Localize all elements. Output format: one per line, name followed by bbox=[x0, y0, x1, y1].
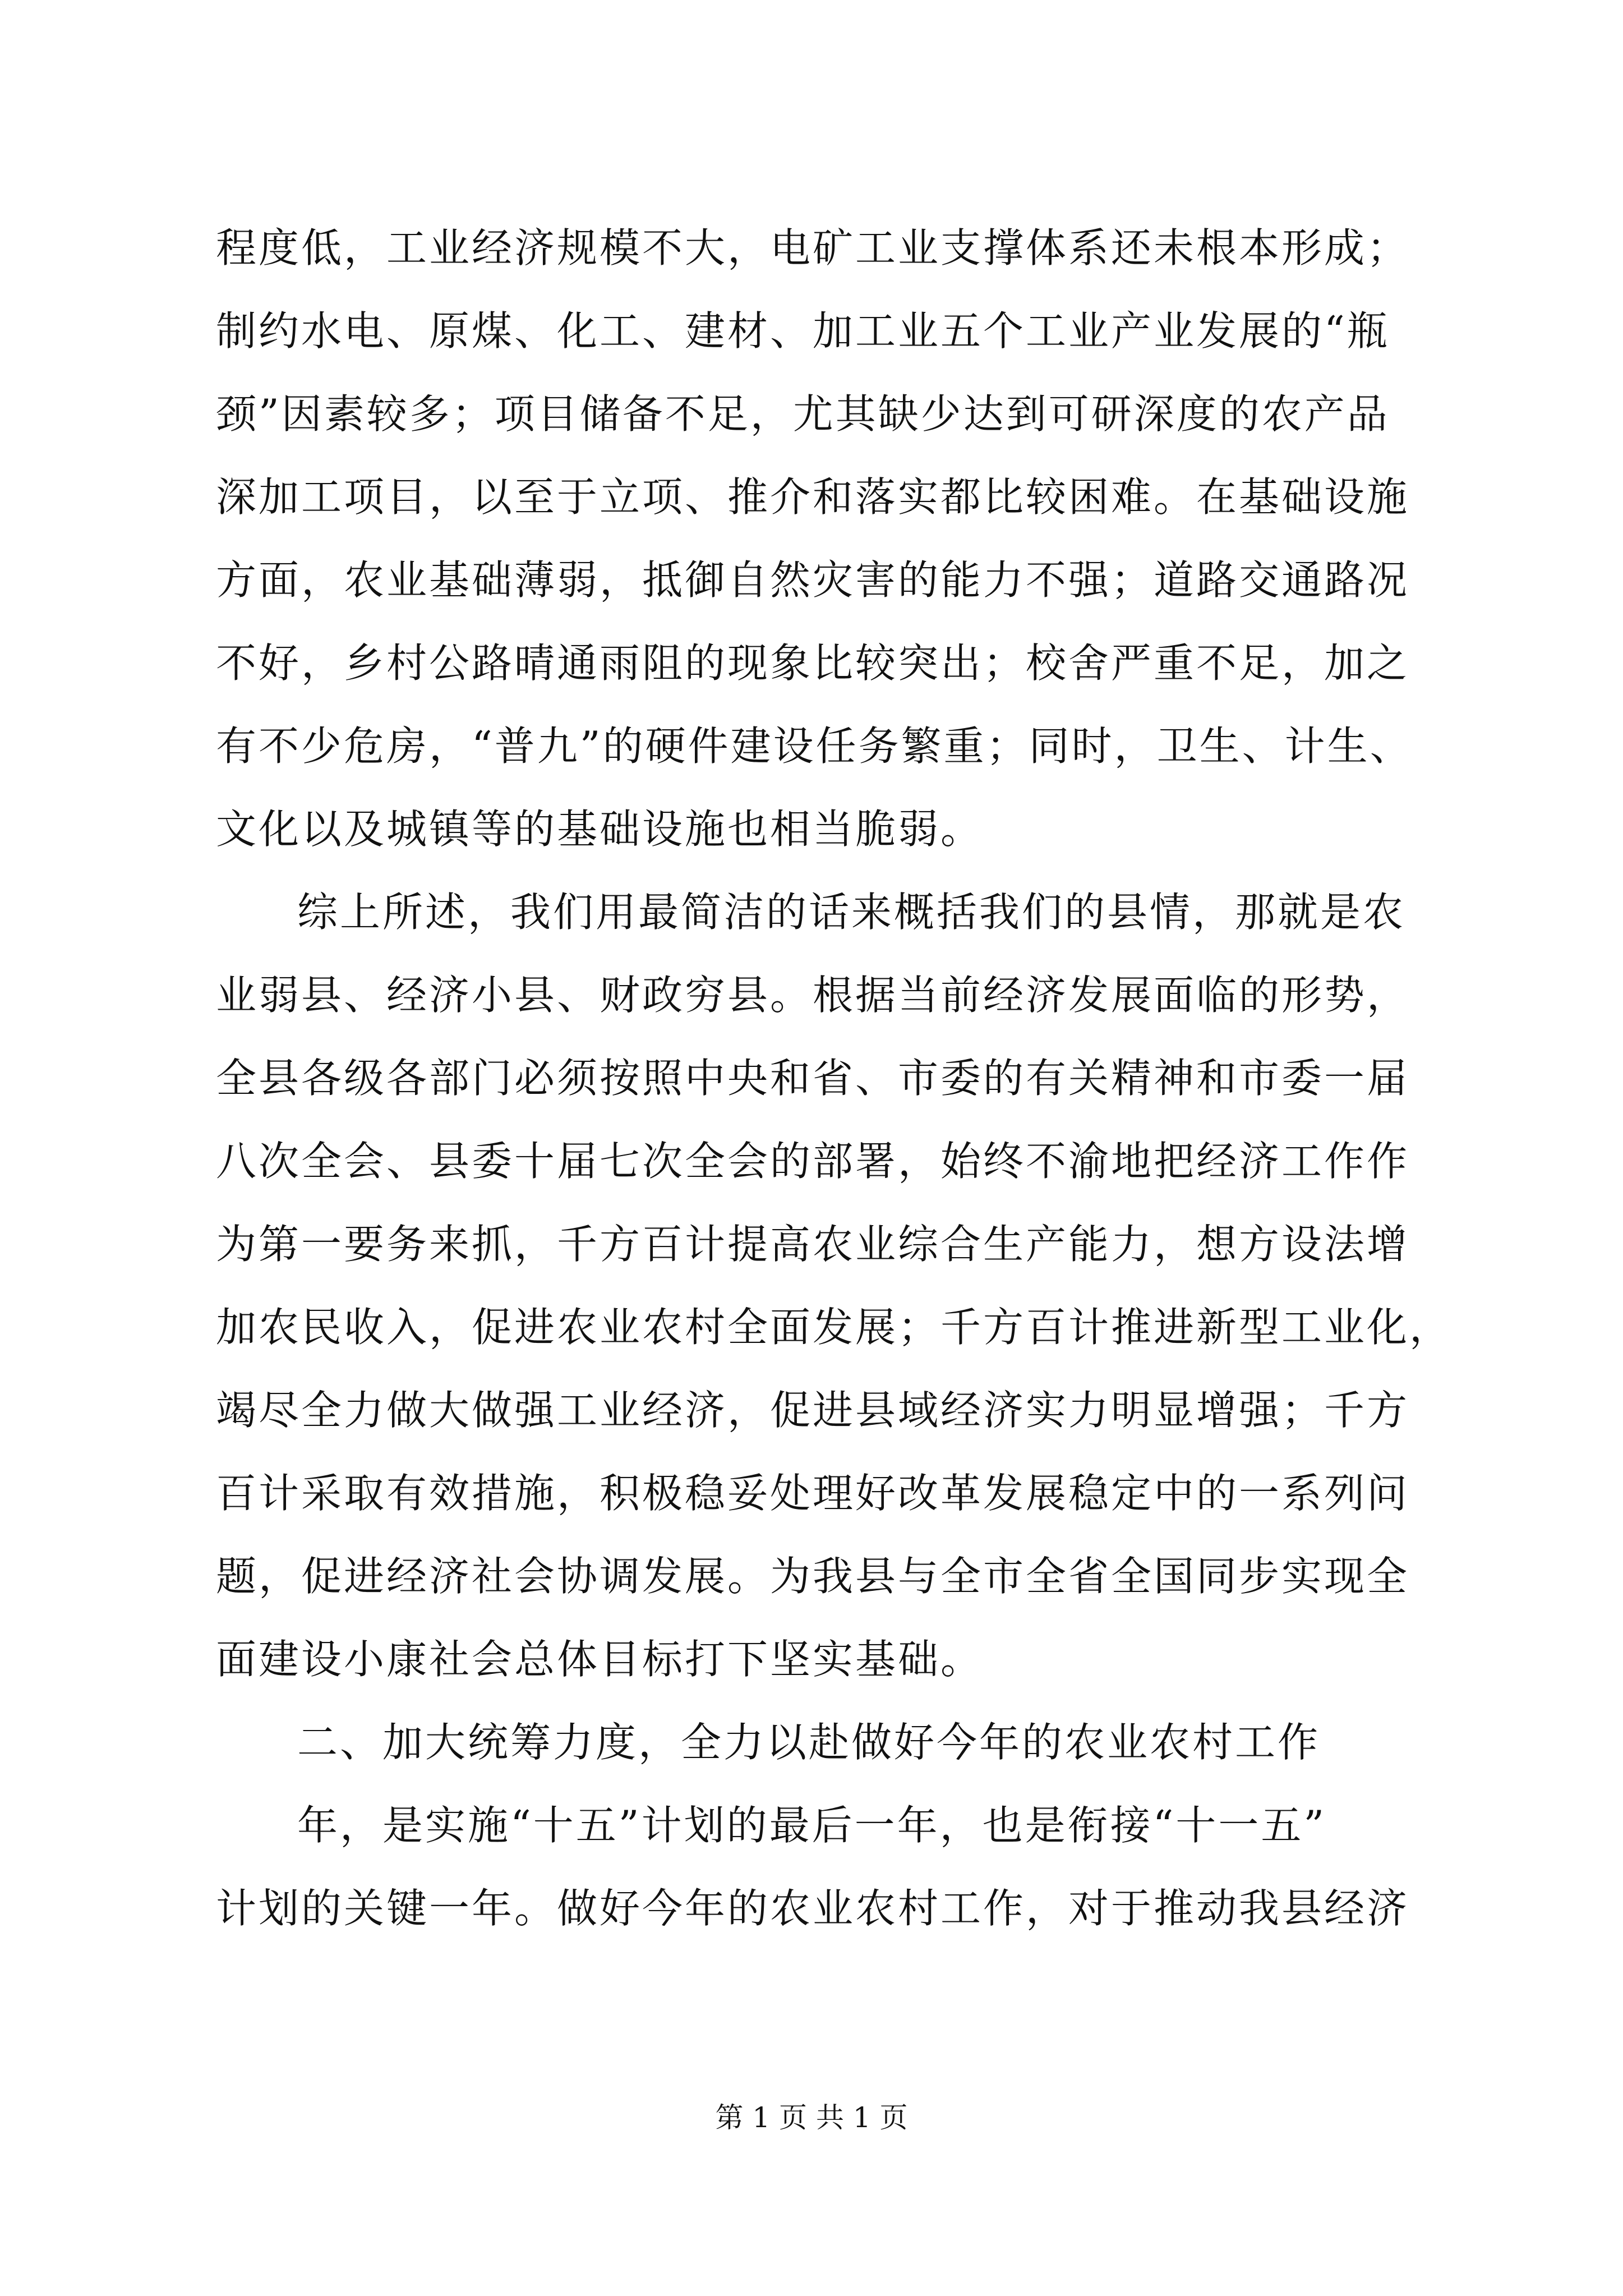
paragraph-start-line: 年，是实施“十五”计划的最后一年，也是衔接“十一五” bbox=[297, 1802, 1327, 1849]
text-line: 竭尽全力做大做强工业经济，促进县域经济实力明显增强；千方 bbox=[216, 1387, 1410, 1434]
text-line: 面建设小康社会总体目标打下坚实基础。 bbox=[216, 1636, 984, 1683]
text-line: 百计采取有效措施，积极稳妥处理好改革发展稳定中的一系列问 bbox=[216, 1470, 1410, 1517]
text-line: 文化以及城镇等的基础设施也相当脆弱。 bbox=[216, 806, 984, 853]
text-line: 制约水电、原煤、化工、建材、加工业五个工业产业发展的“瓶 bbox=[216, 307, 1390, 355]
text-line: 加农民收入，促进农业农村全面发展；千方百计推进新型工业化， bbox=[216, 1304, 1453, 1351]
text-line: 全县各级各部门必须按照中央和省、市委的有关精神和市委一届 bbox=[216, 1055, 1410, 1102]
text-line: 为第一要务来抓，千方百计提高农业综合生产能力，想方设法增 bbox=[216, 1221, 1410, 1268]
body-text bbox=[216, 206, 1453, 1950]
page-number-footer: 第 1 页 共 1 页 bbox=[715, 2101, 908, 2134]
text-line: 颈”因素较多；项目储备不足，尤其缺少达到可研深度的农产品 bbox=[216, 390, 1390, 438]
text-line: 计划的关键一年。做好今年的农业农村工作，对于推动我县经济 bbox=[216, 1885, 1410, 1932]
text-line: 不好，乡村公路晴通雨阻的现象比较突出；校舍严重不足，加之 bbox=[216, 639, 1410, 687]
text-line: 题，促进经济社会协调发展。为我县与全市全省全国同步实现全 bbox=[216, 1553, 1410, 1600]
paragraph-start-line: 综上所述，我们用最简洁的话来概括我们的县情，那就是农 bbox=[297, 889, 1406, 936]
text-line: 八次全会、县委十届七次全会的部署，始终不渝地把经济工作作 bbox=[216, 1138, 1410, 1185]
text-line: 有不少危房，“普九”的硬件建设任务繁重；同时，卫生、计生、 bbox=[216, 723, 1413, 770]
text-line: 深加工项目，以至于立项、推介和落实都比较困难。在基础设施 bbox=[216, 473, 1410, 521]
text-line: 业弱县、经济小县、财政穷县。根据当前经济发展面临的形势， bbox=[216, 972, 1410, 1019]
section-heading: 二、加大统筹力度，全力以赴做好今年的农业农村工作 bbox=[297, 1719, 1321, 1766]
text-line: 程度低，工业经济规模不大，电矿工业支撑体系还未根本形成； bbox=[216, 224, 1410, 272]
text-line: 方面，农业基础薄弱，抵御自然灾害的能力不强；道路交通路况 bbox=[216, 556, 1410, 604]
